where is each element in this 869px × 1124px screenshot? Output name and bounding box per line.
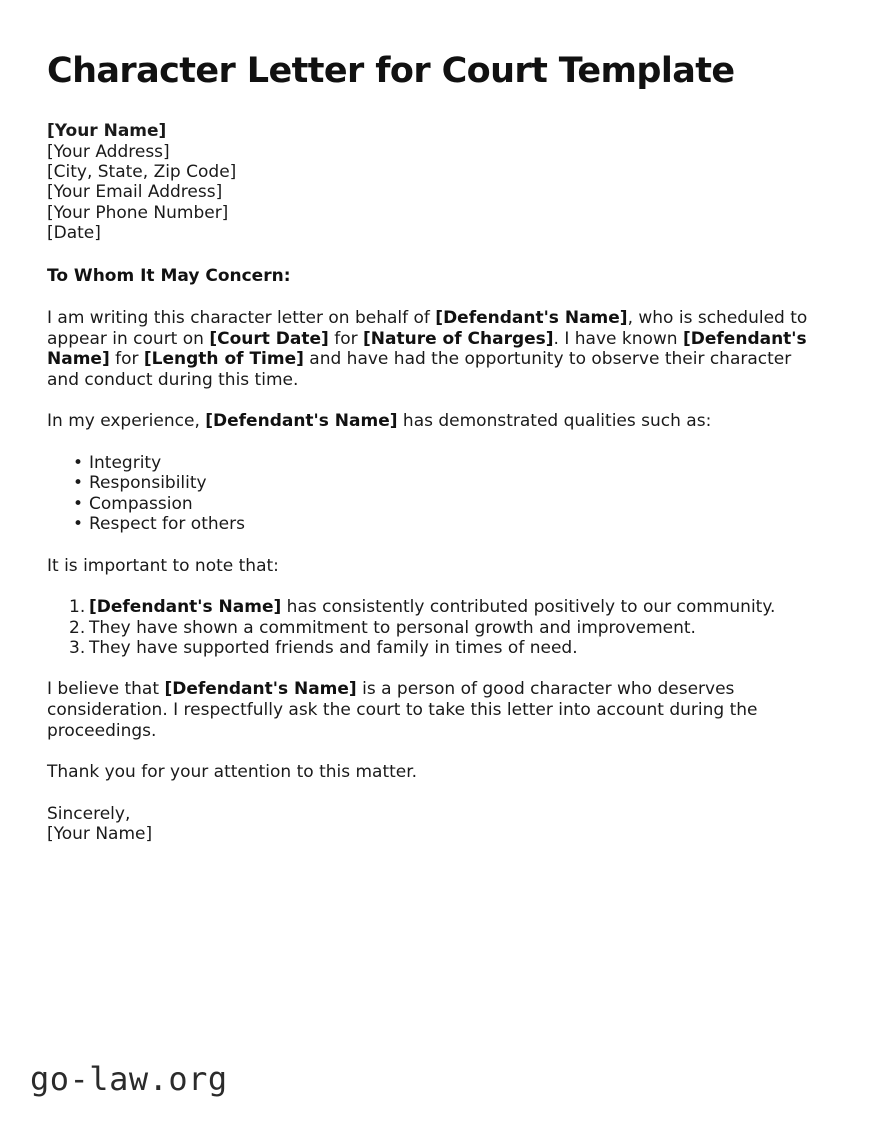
sender-city-line: [City, State, Zip Code] [47, 162, 237, 182]
sender-phone-line: [Your Phone Number] [47, 202, 229, 223]
sender-email-line: [Your Email Address] [47, 182, 223, 203]
qualities-list [47, 453, 813, 535]
letter-date-line: [Date] [47, 223, 101, 244]
list-item: • Responsibility [47, 473, 813, 493]
page-title: Character Letter for Court Template [47, 51, 735, 91]
salutation: To Whom It May Concern: [47, 265, 291, 286]
paragraph-thanks: Thank you for your attention to this matter. [47, 762, 418, 783]
sender-address-block [47, 121, 813, 243]
list-item: [Defendant's Name] has consistently contributed positively to our community. [89, 597, 776, 618]
paragraph-notes-intro: It is important to note that: [47, 555, 279, 576]
closing-signature-name: [Your Name] [47, 824, 153, 845]
site-watermark: go-law.org [30, 1060, 228, 1098]
notes-list [47, 597, 813, 658]
sender-name-line: [Your Name] [47, 121, 167, 142]
closing-salutation: Sincerely, [47, 803, 131, 824]
list-item: They have supported friends and family in times of need. [89, 638, 578, 659]
list-item: • Compassion [47, 494, 813, 514]
letter-body [47, 52, 813, 845]
list-item: • Integrity [47, 453, 813, 473]
list-item: They have shown a commitment to personal growth and improvement. [89, 617, 696, 638]
list-item: • Respect for others [47, 514, 813, 534]
paragraph-belief: I believe that [Defendant's Name] is a person of good character who deserves consideration. I respectfully ask the court to take this letter into account during the proceedings. [47, 679, 758, 741]
paragraph-introduction: I am writing this character letter on behalf of [Defendant's Name], who is scheduled to appear in court on [Court Date] for [Nature of Charges]. I have known [Defendant's Name] for [Length of Time] and have had the opportunity to observe their character and conduct during this time. [47, 308, 808, 390]
closing-block [47, 804, 813, 845]
paragraph-qualities-intro: In my experience, [Defendant's Name] has demonstrated qualities such as: [47, 411, 712, 432]
sender-street-line: [Your Address] [47, 141, 170, 162]
